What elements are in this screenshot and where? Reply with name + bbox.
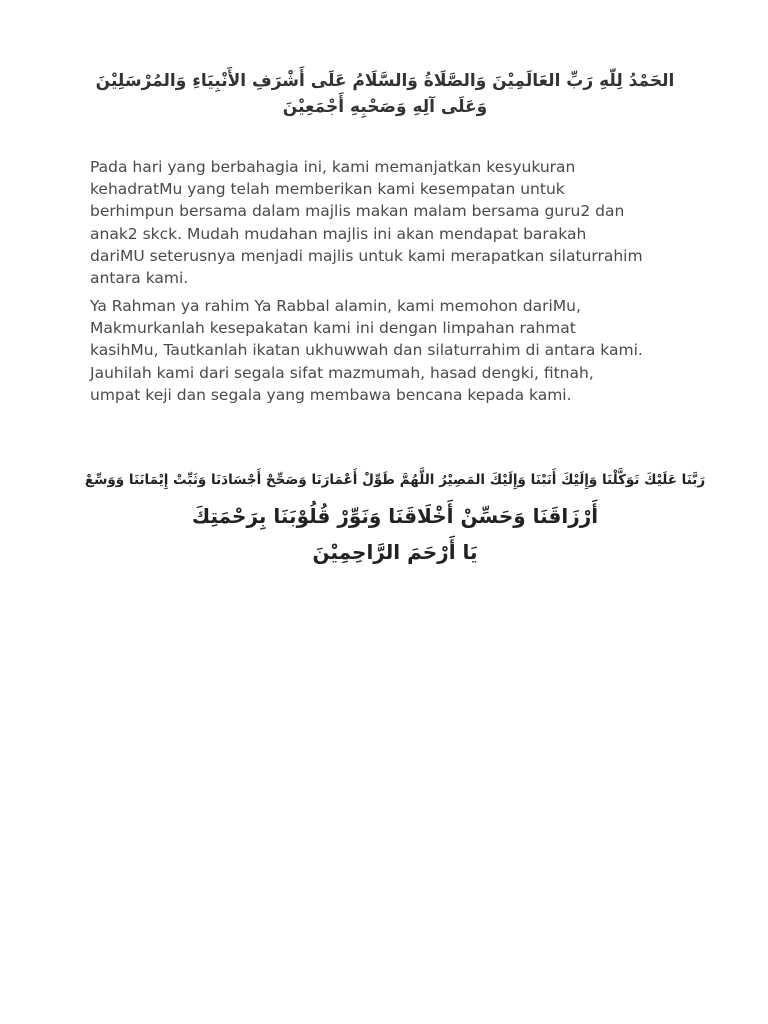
opening-dua-line-2: وَعَلَى آلِهِ وَصَحْبِهِ أَجْمَعِيْنَ [282,97,488,117]
paragraph-line: dariMU seterusnya menjadi majlis untuk kami merapatkan silaturrahim [90,246,643,265]
paragraph-line: kehadratMu yang telah memberikan kami kesempatan untuk [90,180,565,199]
opening-dua-line-1: الحَمْدُ لِلّهِ رَبِّ العَالَمِيْنَ وَالصَّلَاةُ وَالسَّلَامُ عَلَى أَشْرَفِ الأَنْبِيَاءِ وَالمُرْسَلِيْنَ [95,71,675,91]
paragraph-line: Makmurkanlah kesepakatan kami ini dengan limpahan rahmat [90,319,576,338]
paragraph-thanksgiving [90,156,690,289]
closing-dua-line-3: يَا أَرْحَمَ الرَّاحِمِيْنَ [312,540,478,564]
closing-dua-line-2: أَرْزَاقَنَا وَحَسِّنْ أَخْلَاقَنَا وَنَوِّرْ قُلُوْبَنَا بِرَحْمَتِكَ [191,504,599,528]
paragraph-line: anak2 skck. Mudah mudahan majlis ini akan mendapat barakah [90,224,587,243]
paragraph-line: Pada hari yang berbahagia ini, kami memanjatkan kesyukuran [90,158,576,176]
paragraph-supplication [90,295,690,406]
paragraph-line: Ya Rahman ya rahim Ya Rabbal alamin, kami memohon dariMu, [90,297,581,315]
closing-dua [80,462,710,570]
paragraph-line: kasihMu, Tautkanlah ikatan ukhuwwah dan silaturrahim di antara kami. [90,341,643,360]
opening-dua [90,68,680,120]
closing-dua-line-1: رَبَّنَا عَلَيْكَ تَوَكَّلْنَا وَإِلَيْكَ أَنَبْنَا وَإِلَيْكَ المَصِيْرُ اللَّهُمَّ طَوِّلْ أَعْمَارَنَا وَصَحِّحْ أَجْسَادَنَا وَثَبِّتْ إِيْمَانَنَا وَوَسِّعْ [84,472,706,488]
paragraph-line: antara kami. [90,269,189,288]
paragraph-line: berhimpun bersama dalam majlis makan malam bersama guru2 dan [90,202,625,221]
paragraph-line: Jauhilah kami dari segala sifat mazmumah, hasad dengki, fitnah, [90,363,594,382]
paragraph-line: umpat keji dan segala yang membawa bencana kepada kami. [90,385,572,404]
